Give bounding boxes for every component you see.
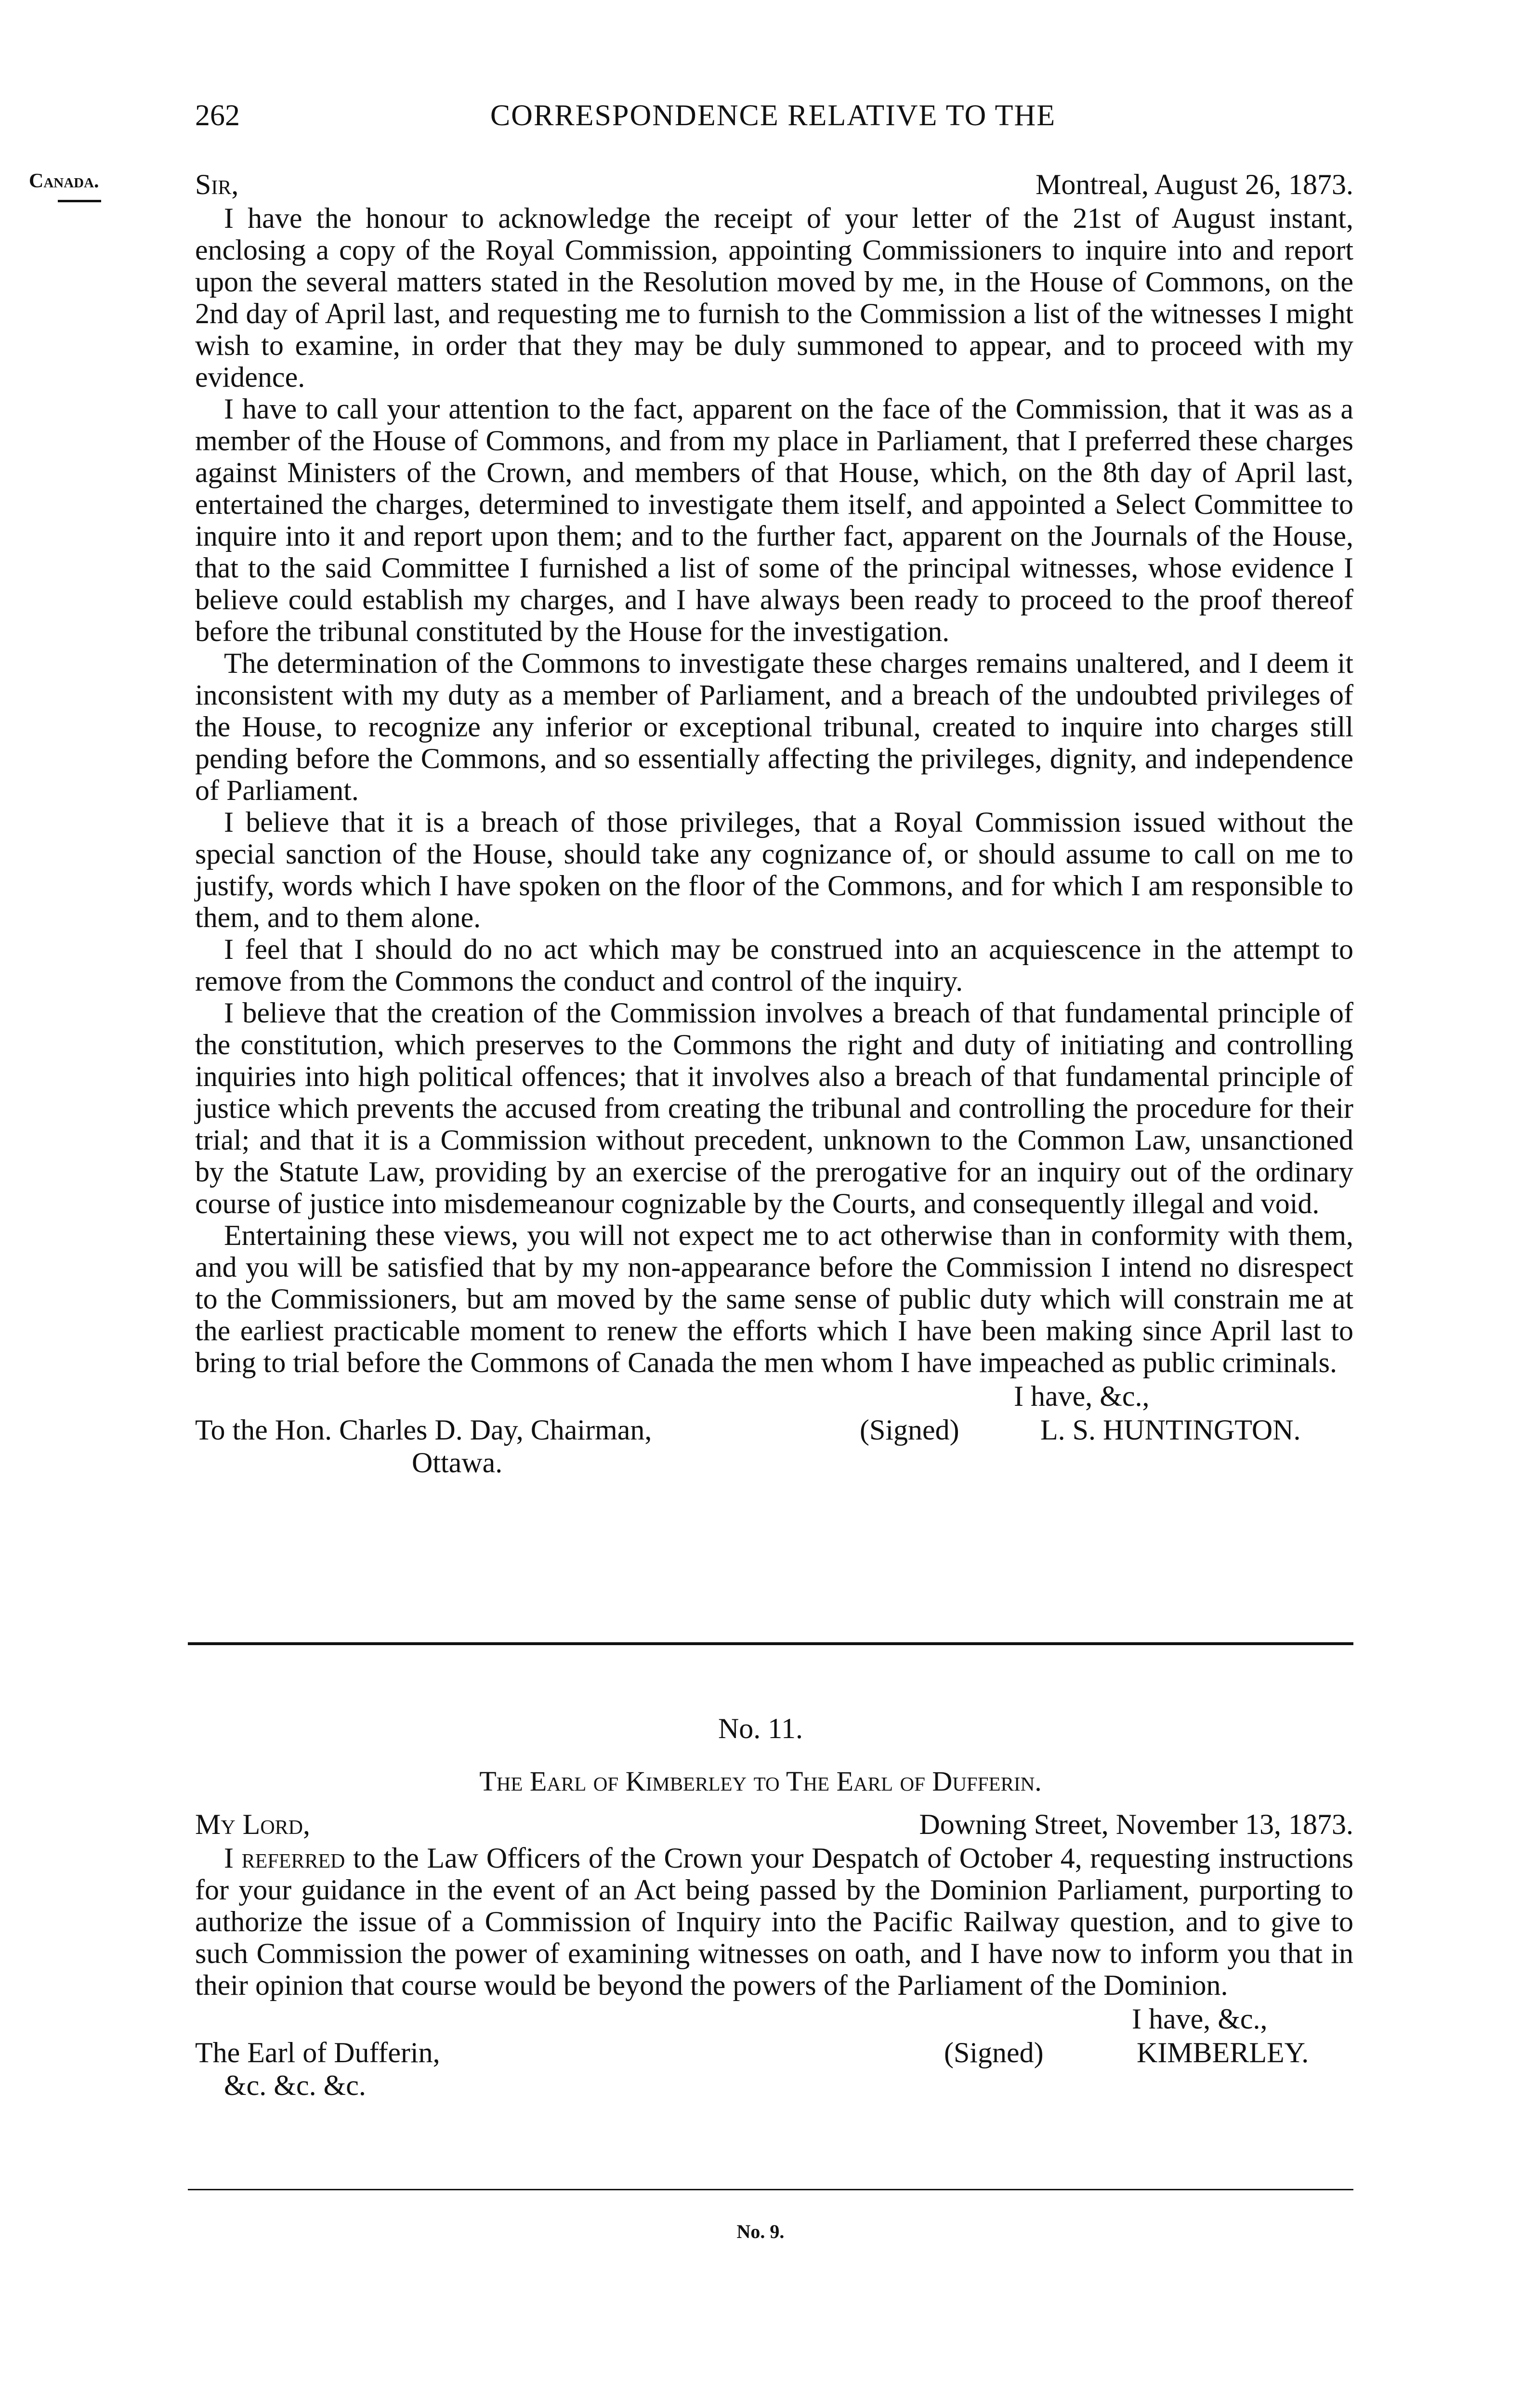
- letter1-salutation: Sir,: [195, 169, 239, 200]
- page-header: [195, 99, 1351, 142]
- letter1-addressee: To the Hon. Charles D. Day, Chairman,: [195, 1414, 652, 1446]
- letter2-closing-block: [195, 2003, 1353, 2119]
- section-divider: [188, 1642, 1353, 1645]
- letter1-paragraph-3: The determination of the Commons to investigate these charges remains unaltered, and I deem it inconsistent with my duty as a member of Parliament, and a breach of the undoubted privileges of the House, to recognize any inferior or exceptional tribunal, created to inquire into charges still pending before the Commons, and so essentially affecting the privileges, dignity, and independence of Parliament.: [195, 647, 1353, 806]
- letter1-dateline: Montreal, August 26, 1873.: [1036, 169, 1353, 200]
- letter2-paragraph-text: to the Law Officers of the Crown your Despatch of October 4, requesting instructions for your guidance in the event of an Act being passed by the Dominion Parliament, purporting to authorize the issue of a Commission of Inquiry into the Pacific Railway question, and to give to such Commission the power of examining witnesses on oath, and I have now to inform you that in their opinion that course would be beyond the powers of the Parliament of the Dominion.: [195, 1842, 1354, 2001]
- letter1-paragraph-1: I have the honour to acknowledge the receipt of your letter of the 21st of August instant, enclosing a copy of the Royal Commission, appointing Commissioners to inquire into and report upon the several matters stated in the Resolution moved by me, in the House of Commons, on the 2nd day of April last, and requesting me to furnish to the Commission a list of the witnesses I might wish to examine, in order that they may be duly summoned to appear, and to proceed with my evidence.: [195, 202, 1353, 393]
- letter-kimberley: [195, 1808, 1353, 2119]
- letter1-paragraph-4: I believe that it is a breach of those privileges, that a Royal Commission issued without the special sanction of the House, should take any cognizance of, or should assume to call on me to justify, words which I have spoken on the floor of the Commons, and for which I am responsible to them, and to them alone.: [195, 806, 1353, 933]
- letter1-paragraph-7: Entertaining these views, you will not expect me to act otherwise than in conformity with them, and you will be satisfied that by my non-appearance before the Commission I intend no disrespect to the Commissioners, but am moved by the same sense of public duty which will constrain me at the earliest practicable moment to renew the efforts which I have been making since April last to bring to trial before the Commons of Canada the men whom I have impeached as public criminals.: [195, 1219, 1353, 1378]
- letter2-closing: I have, &c.,: [1132, 2003, 1268, 2035]
- letter2-addressee: The Earl of Dufferin,: [195, 2037, 440, 2068]
- running-title: CORRESPONDENCE RELATIVE TO THE: [490, 99, 1056, 132]
- letter2-dateline: Downing Street, November 13, 1873.: [919, 1808, 1353, 1840]
- letter2-signed: (Signed): [944, 2037, 1044, 2068]
- letter1-signature: L. S. HUNTINGTON.: [1040, 1414, 1301, 1446]
- letter1-addressee-location: Ottawa.: [412, 1447, 503, 1479]
- letter1-heading: [195, 169, 1353, 202]
- letter2-addressee-etc: &c. &c. &c.: [224, 2069, 366, 2101]
- page-number: 262: [195, 99, 240, 132]
- letter1-closing: I have, &c.,: [1014, 1380, 1150, 1412]
- letter1-paragraph-5: I feel that I should do no act which may be construed into an acquiescence in the attempt to remove from the Commons the conduct and control of the inquiry.: [195, 933, 1353, 997]
- letter2-signature: KIMBERLEY.: [1137, 2037, 1309, 2068]
- footer-rule: [188, 2189, 1353, 2190]
- letter2-opening-words: I referred: [224, 1842, 345, 1874]
- document-number: No. 11.: [718, 1713, 803, 1744]
- letter1-signed: (Signed): [860, 1414, 959, 1446]
- letter1-paragraph-2: I have to call your attention to the fact, apparent on the face of the Commission, that it was as a member of the House of Commons, and from my place in Parliament, that I preferred these charges against Ministers of the Crown, and members of that House, which, on the 8th day of April last, entertained the charges, determined to investigate them itself, and appointed a Select Committee to inquire into it and report upon them; and to the further fact, apparent on the Journals of the House, that to the said Committee I furnished a list of some of the principal witnesses, whose evidence I believe could establish my charges, and I have always been ready to proceed to the proof thereof before the tribunal constituted by the House for the investigation.: [195, 393, 1353, 647]
- footer-signature-mark: No. 9.: [736, 2221, 785, 2242]
- margin-dash: [58, 200, 101, 202]
- letter2-salutation: My Lord,: [195, 1808, 311, 1840]
- letter-huntington: [195, 169, 1353, 1496]
- letter2-paragraph: [195, 1842, 1353, 2001]
- letter1-closing-block: [195, 1380, 1353, 1496]
- margin-note: Canada.: [29, 170, 99, 192]
- document-title: The Earl of Kimberley to The Earl of Dufferin.: [479, 1766, 1042, 1797]
- letter1-paragraph-6: I believe that the creation of the Commission involves a breach of that fundamental principle of the constitution, which preserves to the Commons the right and duty of initiating and controlling inquiries into high political offences; that it involves also a breach of that fundamental principle of justice which prevents the accused from creating the tribunal and controlling the procedure for their trial; and that it is a Commission without precedent, unknown to the Common Law, unsanctioned by the Statute Law, providing by an exercise of the prerogative for an inquiry out of the ordinary course of justice into misdemeanour cognizable by the Courts, and consequently illegal and void.: [195, 997, 1353, 1219]
- letter2-heading: [195, 1808, 1353, 1842]
